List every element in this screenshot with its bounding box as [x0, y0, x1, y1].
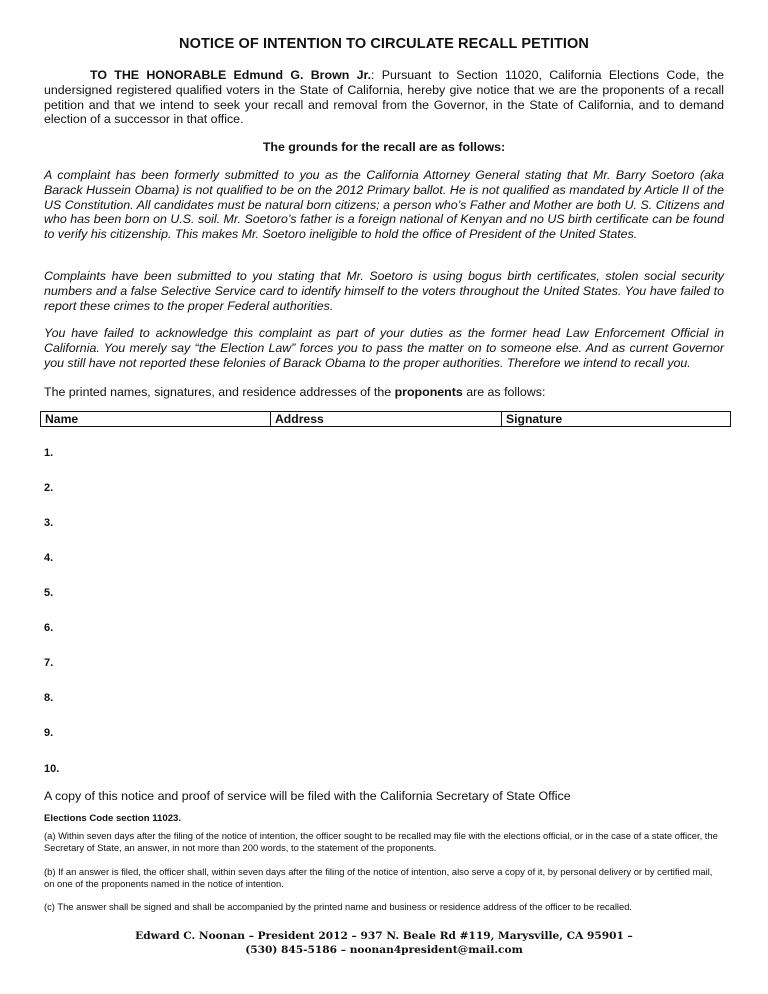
grounds-paragraph-2: Complaints have been submitted to you stating that Mr. Soetoro is using bogus birth certificates, stolen social security numbers and a false Selective Service card to identify himself to the voters throughout the United States. You have failed to report these crimes to the proper Federal authorities.: [44, 269, 724, 313]
elections-code-heading: Elections Code section 11023.: [44, 813, 182, 824]
table-row-number: 1.: [44, 447, 54, 459]
table-row-number: 2.: [44, 482, 54, 494]
elections-code-item-b: (b) If an answer is filed, the officer shall, within seven days after the filing of the notice of intention, also serve a copy of it, by personal delivery or by certified mail, on one of the proponents named in the notice of intention.: [44, 866, 713, 889]
proponents-text-before: The printed names, signatures, and residence addresses of the: [44, 385, 395, 399]
column-header-address: Address: [271, 412, 502, 426]
proponents-text-bold: proponents: [394, 385, 463, 399]
intro-body: : Pursuant to Section 11020, California Elections Code, the undersigned registered qualified voters in the State of California, hereby give notice that we are the proponents of a recall petition and that we intend to seek your recall and removal from the Governor, in the State of California, and to demand election of a successor in that office.: [44, 68, 724, 127]
grounds-heading: The grounds for the recall are as follows:: [262, 140, 506, 154]
table-row-number: 6.: [44, 622, 54, 634]
table-row-number: 3.: [44, 517, 54, 529]
elections-code-item-a: (a) Within seven days after the filing of the notice of intention, the officer sought to be recalled may file with the elections official, or in the case of a state officer, the Secretary of State, an answer, in not more than 200 words, to the statement of the proponents.: [44, 830, 718, 853]
document-title: NOTICE OF INTENTION TO CIRCULATE RECALL PETITION: [179, 36, 589, 52]
footer-contact: [0, 930, 768, 957]
table-row-number: 10.: [44, 763, 60, 775]
grounds-paragraph-1: A complaint has been formerly submitted to you as the California Attorney General stating that Mr. Barry Soetoro (aka Barack Hussein Obama) is not qualified to be on the 2012 Primary ballot. He is not qualified as mandated by Article II of the US Constitution. All candidates must be natural born citizens; a person who’s Father and Mother are both U. S. Citizens and who has been born on U.S. soil. Mr. Soetoro’s father is a foreign national of Kenyan and no US birth certificate can be found to verify his citizenship. This makes Mr. Soetoro ineligible to hold the office of President of the United States.: [44, 168, 724, 242]
footer-line-2: (530) 845-5186 – noonan4president@mail.com: [245, 943, 523, 956]
table-row-number: 8.: [44, 692, 54, 704]
column-header-signature: Signature: [506, 412, 563, 426]
table-row-number: 7.: [44, 657, 54, 669]
table-row-number: 9.: [44, 727, 54, 739]
proponents-intro: [44, 385, 724, 399]
intro-paragraph: [44, 68, 724, 127]
table-row-number: 4.: [44, 552, 54, 564]
grounds-paragraph-3: You have failed to acknowledge this complaint as part of your duties as the former head Law Enforcement Official in California. You merely say “the Election Law” forces you to pass the matter on to someone else. And as current Governor you still have not reported these felonies of Barack Obama to the proper authorities. Therefore we intend to recall you.: [44, 326, 724, 370]
table-row-number: 5.: [44, 587, 54, 599]
column-header-name: Name: [41, 412, 271, 426]
proponents-table-header: [40, 411, 731, 427]
intro-addressee: TO THE HONORABLE Edmund G. Brown Jr.: [90, 68, 372, 82]
filing-notice: A copy of this notice and proof of service will be filed with the California Secretary of State Office: [44, 789, 571, 803]
footer-line-1: Edward C. Noonan – President 2012 – 937 N. Beale Rd #119, Marysville, CA 95901 –: [135, 930, 633, 942]
elections-code-item-c: (c) The answer shall be signed and shall be accompanied by the printed name and business or residence address of the officer to be recalled.: [44, 901, 633, 912]
proponents-text-after: are as follows:: [462, 385, 546, 399]
